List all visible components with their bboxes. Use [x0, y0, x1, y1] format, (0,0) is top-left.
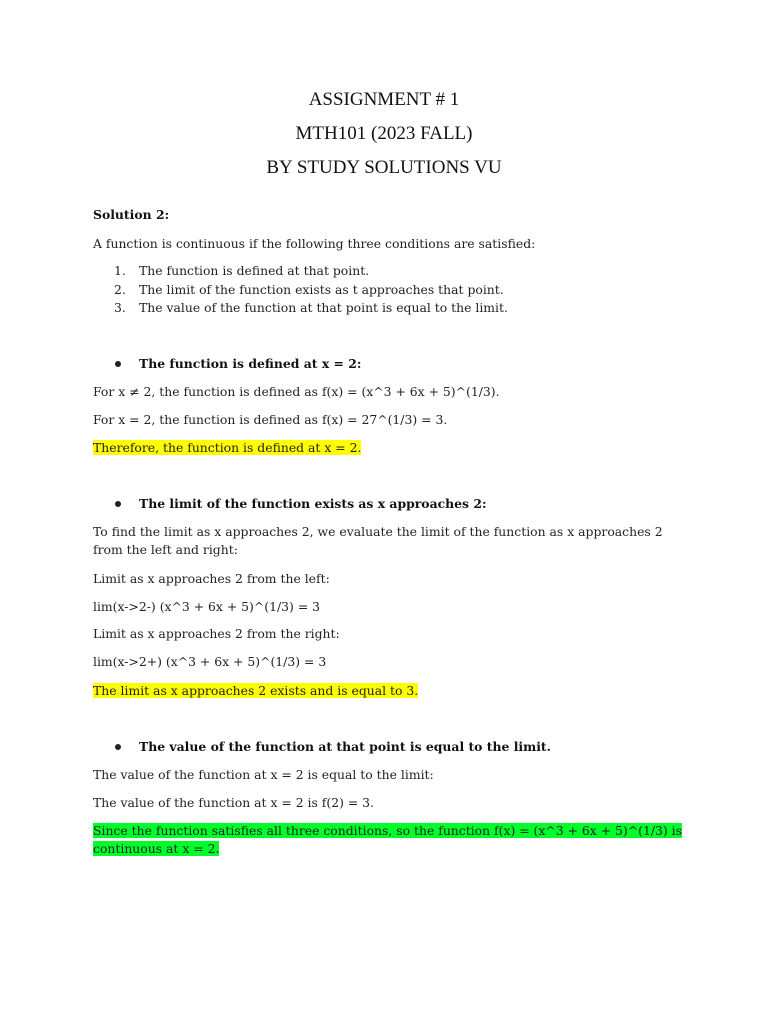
section3-line1: The value of the function at x = 2 is equal to the limit:	[93, 767, 434, 782]
section3-heading	[115, 738, 551, 756]
bullet-icon	[115, 361, 121, 367]
left-limit-expression: lim(x->2-) (x^3 + 6x + 5)^(1/3) = 3	[93, 599, 321, 614]
section2-highlight: The limit as x approaches 2 exists and is equal to 3.	[93, 683, 419, 698]
section2-paragraph: To find the limit as x approaches 2, we evaluate the limit of the function as x approaches 2 from the left and right:	[93, 524, 663, 557]
section3-conclusion-line1	[93, 822, 682, 840]
section2-conclusion	[93, 682, 418, 700]
section3-conclusion-line2	[93, 840, 219, 858]
section3-line2: The value of the function at x = 2 is f(2) = 3.	[93, 795, 374, 810]
left-limit-label: Limit as x approaches 2 from the left:	[93, 571, 330, 586]
list-number: 3.	[114, 300, 126, 315]
conditions-list	[114, 262, 508, 318]
intro-text: A function is continuous if the following three conditions are satisfied:	[93, 236, 536, 251]
list-item	[114, 281, 508, 300]
section1-conclusion	[93, 439, 361, 457]
section1-line2: For x = 2, the function is defined as f(x) = 27^(1/3) = 3.	[93, 412, 448, 427]
bullet-icon	[115, 744, 121, 750]
solution-heading: Solution 2:	[93, 207, 170, 222]
section1-heading-text: The function is defined at x = 2:	[139, 356, 362, 371]
author-title: BY STUDY SOLUTIONS VU	[266, 157, 502, 178]
section3-highlight-2: continuous at x = 2.	[93, 841, 220, 856]
section1-highlight: Therefore, the function is defined at x = 2.	[93, 440, 362, 455]
list-text: The limit of the function exists as t approaches that point.	[139, 281, 504, 297]
section2-heading	[115, 495, 487, 513]
right-limit-label: Limit as x approaches 2 from the right:	[93, 626, 340, 641]
assignment-title: ASSIGNMENT # 1	[308, 89, 460, 110]
section1-line1: For x ≠ 2, the function is defined as f(x) = (x^3 + 6x + 5)^(1/3).	[93, 384, 500, 399]
list-item	[114, 262, 508, 281]
list-text: The function is defined at that point.	[139, 263, 370, 278]
section3-highlight-1: Since the function satisfies all three conditions, so the function f(x) = (x^3 + 6x + 5)^(1/3) is	[93, 823, 682, 838]
section2-heading-text: The limit of the function exists as x approaches 2:	[139, 496, 487, 511]
section1-heading	[115, 355, 361, 373]
list-number: 1.	[114, 263, 126, 278]
list-number: 2.	[114, 281, 126, 297]
list-text: The value of the function at that point is equal to the limit.	[139, 300, 508, 315]
course-title: MTH101 (2023 FALL)	[295, 123, 473, 144]
bullet-icon	[115, 501, 121, 507]
section3-heading-text: The value of the function at that point is equal to the limit.	[139, 739, 551, 754]
right-limit-expression: lim(x->2+) (x^3 + 6x + 5)^(1/3) = 3	[93, 654, 327, 669]
list-item	[114, 299, 508, 318]
